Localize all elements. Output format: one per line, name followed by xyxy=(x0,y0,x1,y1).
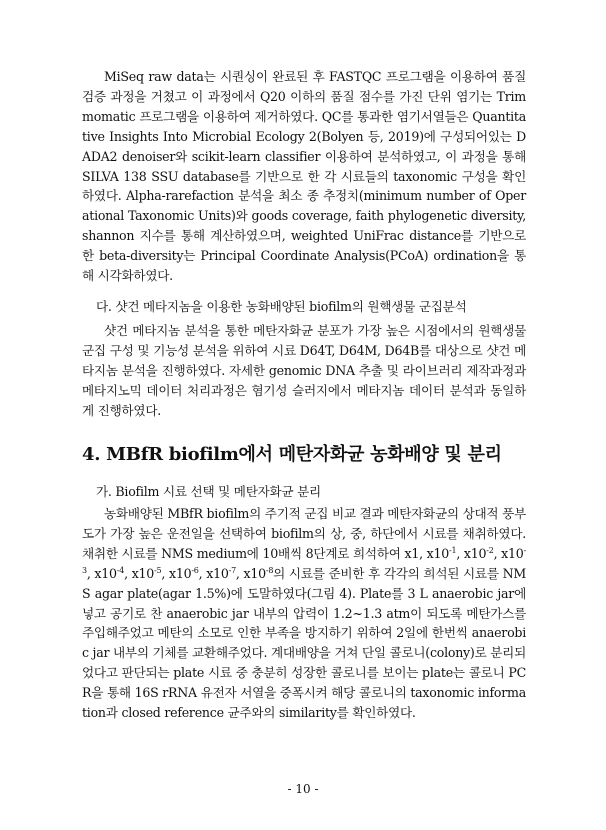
paragraph-qc-processing: MiSeq raw data는 시퀀싱이 완료된 후 FASTQC 프로그램을 이용하여 품질검증 과정을 거쳤고 이 과정에서 Q20 이하의 품질 점수를 가진 단위 염기는 Trimmomatic 프로그램을 이용하여 제거하였다. QC를 통과한 염기서열들은 Quantitative Insights Into Microbial Ecology 2(Bolyen 등, 2019)에 구성되어있는 DADA2 denoiser와 scikit-learn classifier 이용하여 분석하였고, 이 과정을 통해 SILVA 138 SSU database를 기반으로 한 각 시료들의 taxonomic 구성을 확인하였다. Alpha-rarefaction 분석을 최소 종 추정치(minimum number of Operational Taxonomic Units)와 goods coverage, faith phylogenetic diversity, shannon 지수를 통해 계산하였으며, weighted UniFrac distance를 기반으로 한 beta-diversity는 Principal Coordinate Analysis(PCoA) ordination을 통해 시각화하였다. xyxy=(82,69,526,284)
isolation-text-part7: , x10 xyxy=(198,565,229,581)
dilution-exponent-1: -1 xyxy=(449,545,457,555)
dilution-exponent-7: -7 xyxy=(228,565,236,575)
dilution-exponent-6: -6 xyxy=(191,565,199,575)
dilution-exponent-5: -5 xyxy=(154,565,162,575)
paragraph-methanotroph-isolation xyxy=(82,504,526,723)
subheading-shotgun-metagenome: 다. 샷건 메타지놈을 이용한 농화배양된 biofilm의 원핵생물 군집분석 xyxy=(96,299,467,314)
isolation-text-part1: 농화배양된 MBfR biofilm의 주기적 군집 비교 결과 메탄자화균의 상대적 풍부도가 가장 높은 운전일을 선택하여 biofilm의 상, 중, 하단에서 시료를 채취하였다. 채취한 시료를 NMS medium에 10배씩 8단계로 희석하여 x1, x10 xyxy=(82,506,526,561)
section-heading-4: 4. MBfR biofilm에서 메탄자화균 농화배양 및 분리 xyxy=(82,444,502,465)
isolation-text-part6: , x10 xyxy=(161,565,192,581)
dilution-exponent-4: -4 xyxy=(116,565,125,575)
dilution-exponent-2: -2 xyxy=(486,545,494,555)
subheading-biofilm-selection: 가. Biofilm 시료 선택 및 메탄자화균 분리 xyxy=(96,484,321,499)
isolation-text-part8: , x10 xyxy=(235,565,266,581)
dilution-exponent-8: -8 xyxy=(265,565,274,575)
page-number: - 10 - xyxy=(287,782,319,796)
isolation-text-part5: , x10 xyxy=(124,565,155,581)
isolation-text-part9: 의 시료를 준비한 후 각각의 희석된 시료를 NMS agar plate(agar 1.5%)에 도말하였다(그림 4). Plate를 3 L anaerobic jar에 넣고 공기로 찬 anaerobic jar 내부의 압력이 1.2~1.3 atm이 되도록 메탄가스를 주입해주었고 메탄의 소모로 인한 부족을 방지하기 위하여 2일에 한번씩 anaerobic jar 내부의 기체를 교환해주었다. 계대배양을 거쳐 단일 콜로니(colony)로 분리되었다고 판단되는 plate 시료 중 충분히 성장한 콜로니를 보이는 plate는 콜로니 PCR을 통해 16S rRNA 유전자 서열을 중폭시켜 해당 콜로니의 taxonomic information과 closed reference 균주와의 similarity를 확인하였다. xyxy=(82,565,526,721)
isolation-text-part4: , x10 xyxy=(86,565,117,581)
paragraph-shotgun-analysis: 샷건 메타지놈 분석을 통한 메탄자화균 분포가 가장 높은 시점에서의 원핵생물 군집 구성 및 기능성 분석을 위하여 시료 D64T, D64M, D64B를 대상으로 샷건 메타지놈 분석을 진행하였다. 자세한 genomic DNA 추출 및 라이브러리 제작과정과 메타지노믹 데이터 처리과정은 혐기성 슬러지에서 메타지놈 데이터 분석과 동일하게 진행하였다. xyxy=(82,323,526,418)
isolation-text-part2: , x10 xyxy=(456,545,487,561)
isolation-text-part3: , x10 xyxy=(493,545,524,561)
dilution-exponent-3: -3 xyxy=(82,545,526,575)
